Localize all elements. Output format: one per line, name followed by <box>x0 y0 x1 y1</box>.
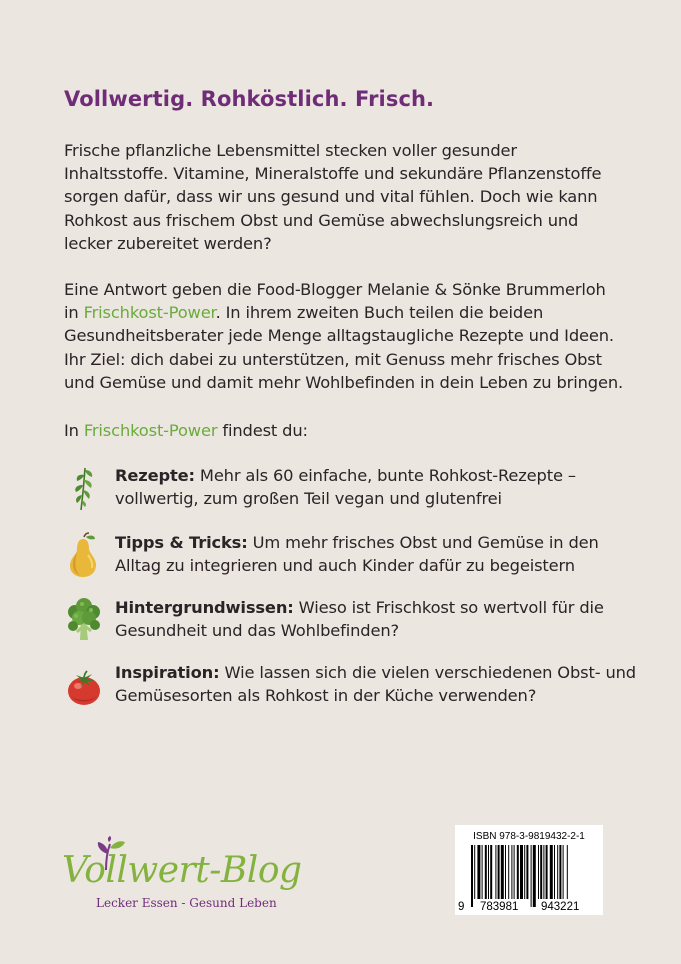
vollwert-blog-logo <box>62 840 302 920</box>
barcode-bar <box>520 845 523 899</box>
barcode-bar <box>538 845 539 899</box>
feature-label: Hintergrundwissen: <box>115 598 294 617</box>
barcode-bar <box>511 845 512 899</box>
feature-text <box>115 531 640 577</box>
barcode-bar <box>495 845 496 899</box>
barcode-bar <box>543 845 544 899</box>
isbn-barcode <box>455 825 603 915</box>
feature-label: Tipps & Tricks: <box>115 533 248 552</box>
barcode-bar <box>531 845 532 907</box>
answer-paragraph <box>64 278 624 394</box>
barcode-bar <box>471 845 473 907</box>
barcode-bar <box>505 845 506 899</box>
answer-text-before: Eine Antwort geben die Food-Blogger Melanie & Sönke Brummerloh in <box>64 280 606 323</box>
barcode-bar <box>526 845 528 899</box>
broccoli-icon <box>64 596 104 644</box>
feature-text <box>115 464 640 510</box>
find-text-before: In <box>64 421 84 440</box>
find-paragraph <box>64 419 624 442</box>
barcode-bar <box>563 845 564 899</box>
barcode-bar <box>517 845 519 899</box>
barcode-bar <box>482 845 483 899</box>
feature-description: Wie lassen sich die vielen verschiedenen Obst- und Gemüsesorten als Rohkost in der Küche verwenden? <box>115 663 636 706</box>
logo-tagline: Lecker Essen - Gesund Leben <box>96 896 277 910</box>
barcode-bar <box>501 845 504 899</box>
page-title: Vollwertig. Rohköstlich. Frisch. <box>64 87 435 111</box>
barcode-bar <box>540 845 542 899</box>
barcode-bar <box>524 845 525 899</box>
barcode-bar <box>485 845 487 899</box>
feature-text <box>115 596 640 642</box>
isbn-number: ISBN 978-3-9819432-2-1 <box>473 831 585 842</box>
barcode-digits-right: 943221 <box>541 901 580 913</box>
feature-description: Mehr als 60 einfache, bunte Rohkost-Rezepte – vollwertig, zum großen Teil vegan und glutenfrei <box>115 466 576 509</box>
find-text-after: findest du: <box>217 421 308 440</box>
answer-text-after: . In ihrem zweiten Buch teilen die beiden Gesundheitsberater jede Menge alltagstaugliche Rezepte und Ideen. Ihr Ziel: dich dabei zu unterstützen, mit Genuss mehr frisches Obst und Gemüse und damit mehr Wohlbefinden in dein Leben zu bringen. <box>64 303 624 392</box>
intro-paragraph: Frische pflanzliche Lebensmittel stecken voller gesunder Inhaltsstoffe. Vitamine, Mineralstoffe und sekundäre Pflanzenstoffe sorgen dafür, dass wir uns gesund und vital fühlen. Doch wie kann Rohkost aus frischem Obst und Gemüse abwechslungsreich und lecker zubereitet werden? <box>64 141 602 253</box>
barcode-bar <box>514 845 515 899</box>
logo-wordmark: Vollwert-Blog <box>62 850 302 891</box>
barcode-bar <box>508 845 509 899</box>
barcode-bar <box>490 845 492 899</box>
feature-recipes <box>64 464 634 516</box>
barcode-bar <box>550 845 553 899</box>
barcode-bar <box>567 845 568 899</box>
feature-inspiration <box>64 661 634 713</box>
barcode-bar <box>474 845 475 899</box>
barcode-bar <box>488 845 489 899</box>
barcode-bar <box>557 845 558 899</box>
feature-tips <box>64 531 634 583</box>
book-title-highlight: Frischkost-Power <box>83 421 218 440</box>
barcode-bar <box>546 845 548 899</box>
barcode-digit-first: 9 <box>458 901 465 913</box>
feature-description: Um mehr frisches Obst und Gemüse in den Alltag zu integrieren und auch Kinder dafür zu begeistern <box>115 533 599 576</box>
barcode-digits-left: 783981 <box>480 901 519 913</box>
pear-icon <box>64 531 104 579</box>
barcode-bar <box>498 845 500 899</box>
barcode-bar <box>533 845 536 907</box>
feature-label: Rezepte: <box>115 466 195 485</box>
barcode-bar <box>554 845 555 899</box>
barcode-bar <box>477 845 480 899</box>
herb-leaf-icon <box>64 464 104 512</box>
feature-label: Inspiration: <box>115 663 220 682</box>
feature-text <box>115 661 640 707</box>
feature-background-knowledge <box>64 596 634 648</box>
barcode-bar <box>559 845 561 899</box>
tomato-icon <box>64 661 104 709</box>
book-title-highlight: Frischkost-Power <box>83 303 216 323</box>
feature-description: Wieso ist Frischkost so wertvoll für die Gesundheit und das Wohlbefinden? <box>115 598 604 641</box>
